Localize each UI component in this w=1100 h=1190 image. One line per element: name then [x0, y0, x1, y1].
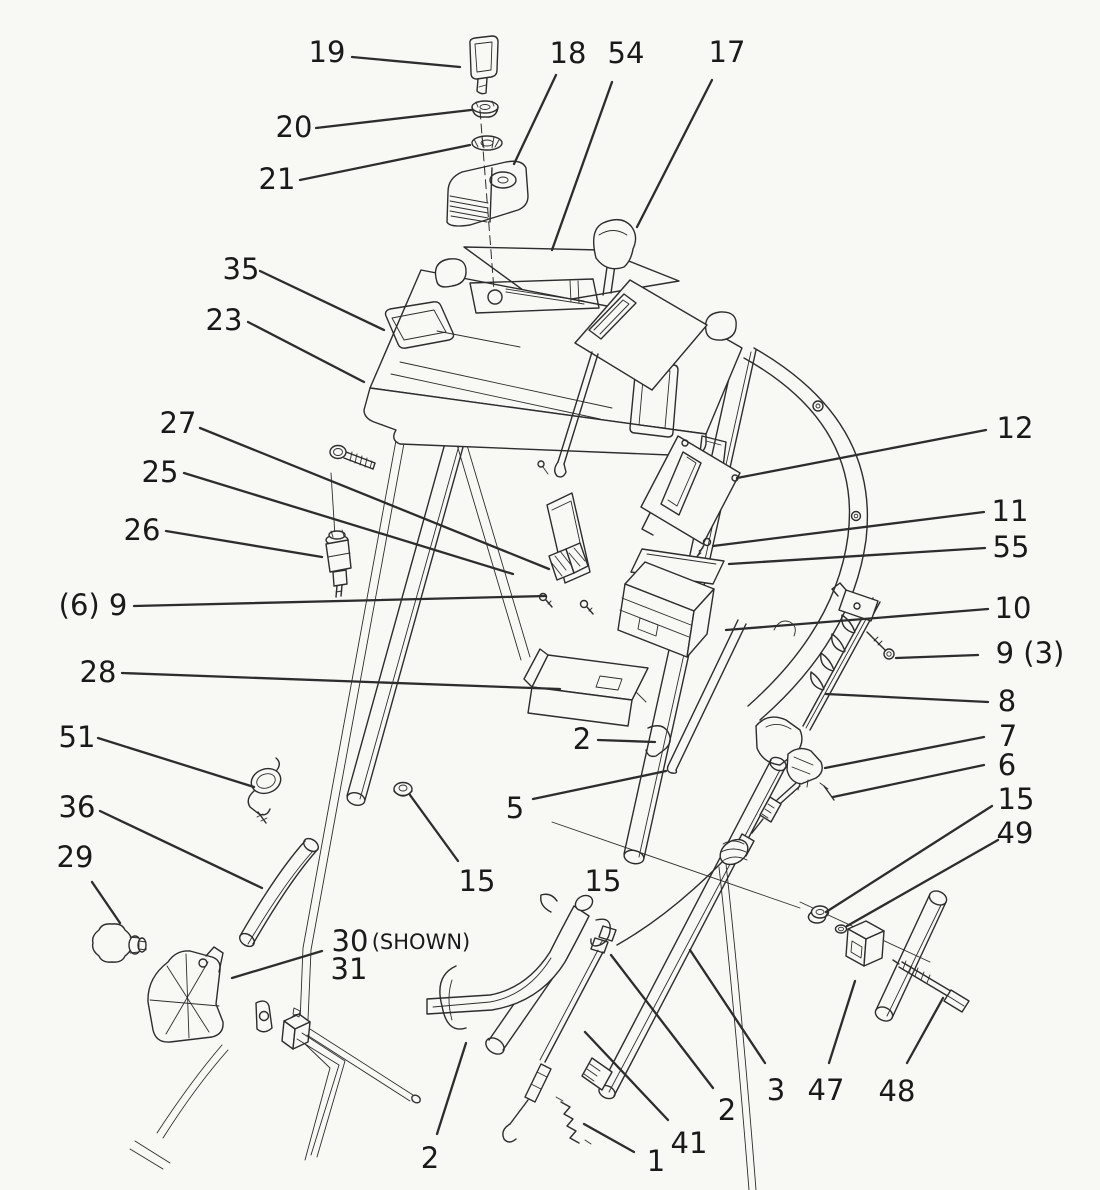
- callout-28: 28: [79, 655, 117, 689]
- callout-3: 3: [766, 1073, 786, 1107]
- callout-2-bottom: 2: [717, 1093, 737, 1127]
- callout-25: 25: [141, 455, 179, 489]
- callout-2-bottom-left: 2: [420, 1141, 440, 1175]
- callout-20: 20: [275, 110, 313, 144]
- callout-11: 11: [991, 494, 1029, 528]
- callout-15-center: 15: [584, 864, 622, 898]
- callout-12: 12: [996, 411, 1034, 445]
- callout-23: 23: [205, 303, 243, 337]
- callout-10: 10: [994, 591, 1032, 625]
- callout-27: 27: [159, 406, 197, 440]
- callout-shown: (SHOWN): [371, 930, 471, 954]
- part-washer-21: [472, 136, 502, 150]
- callout-35: 35: [222, 252, 260, 286]
- callout-55: 55: [992, 530, 1030, 564]
- callout-54: 54: [607, 36, 645, 70]
- callout-6: 6: [997, 748, 1017, 782]
- callout-31: 31: [330, 952, 368, 986]
- callout-8: 8: [997, 684, 1017, 718]
- callout-19: 19: [308, 35, 346, 69]
- callout-9-qty6: (6) 9: [58, 588, 128, 622]
- callout-9-qty3: 9 (3): [995, 636, 1065, 670]
- callout-48: 48: [878, 1074, 916, 1108]
- callout-51: 51: [58, 720, 96, 754]
- callout-2-mid: 2: [572, 722, 592, 756]
- callout-18: 18: [549, 36, 587, 70]
- callout-5: 5: [505, 791, 525, 825]
- callout-15-right: 15: [997, 782, 1035, 816]
- callout-15-left: 15: [458, 864, 496, 898]
- callout-1: 1: [646, 1144, 666, 1178]
- callout-17: 17: [708, 35, 746, 69]
- callout-7: 7: [998, 719, 1018, 753]
- callout-30: 30: [331, 924, 369, 958]
- callout-49: 49: [996, 816, 1034, 850]
- callout-36: 36: [58, 790, 96, 824]
- callout-29: 29: [56, 840, 94, 874]
- callout-21: 21: [258, 162, 296, 196]
- callout-41: 41: [670, 1126, 708, 1160]
- callout-47: 47: [807, 1073, 845, 1107]
- callout-26: 26: [123, 513, 161, 547]
- part-nut-15-left: [394, 783, 412, 797]
